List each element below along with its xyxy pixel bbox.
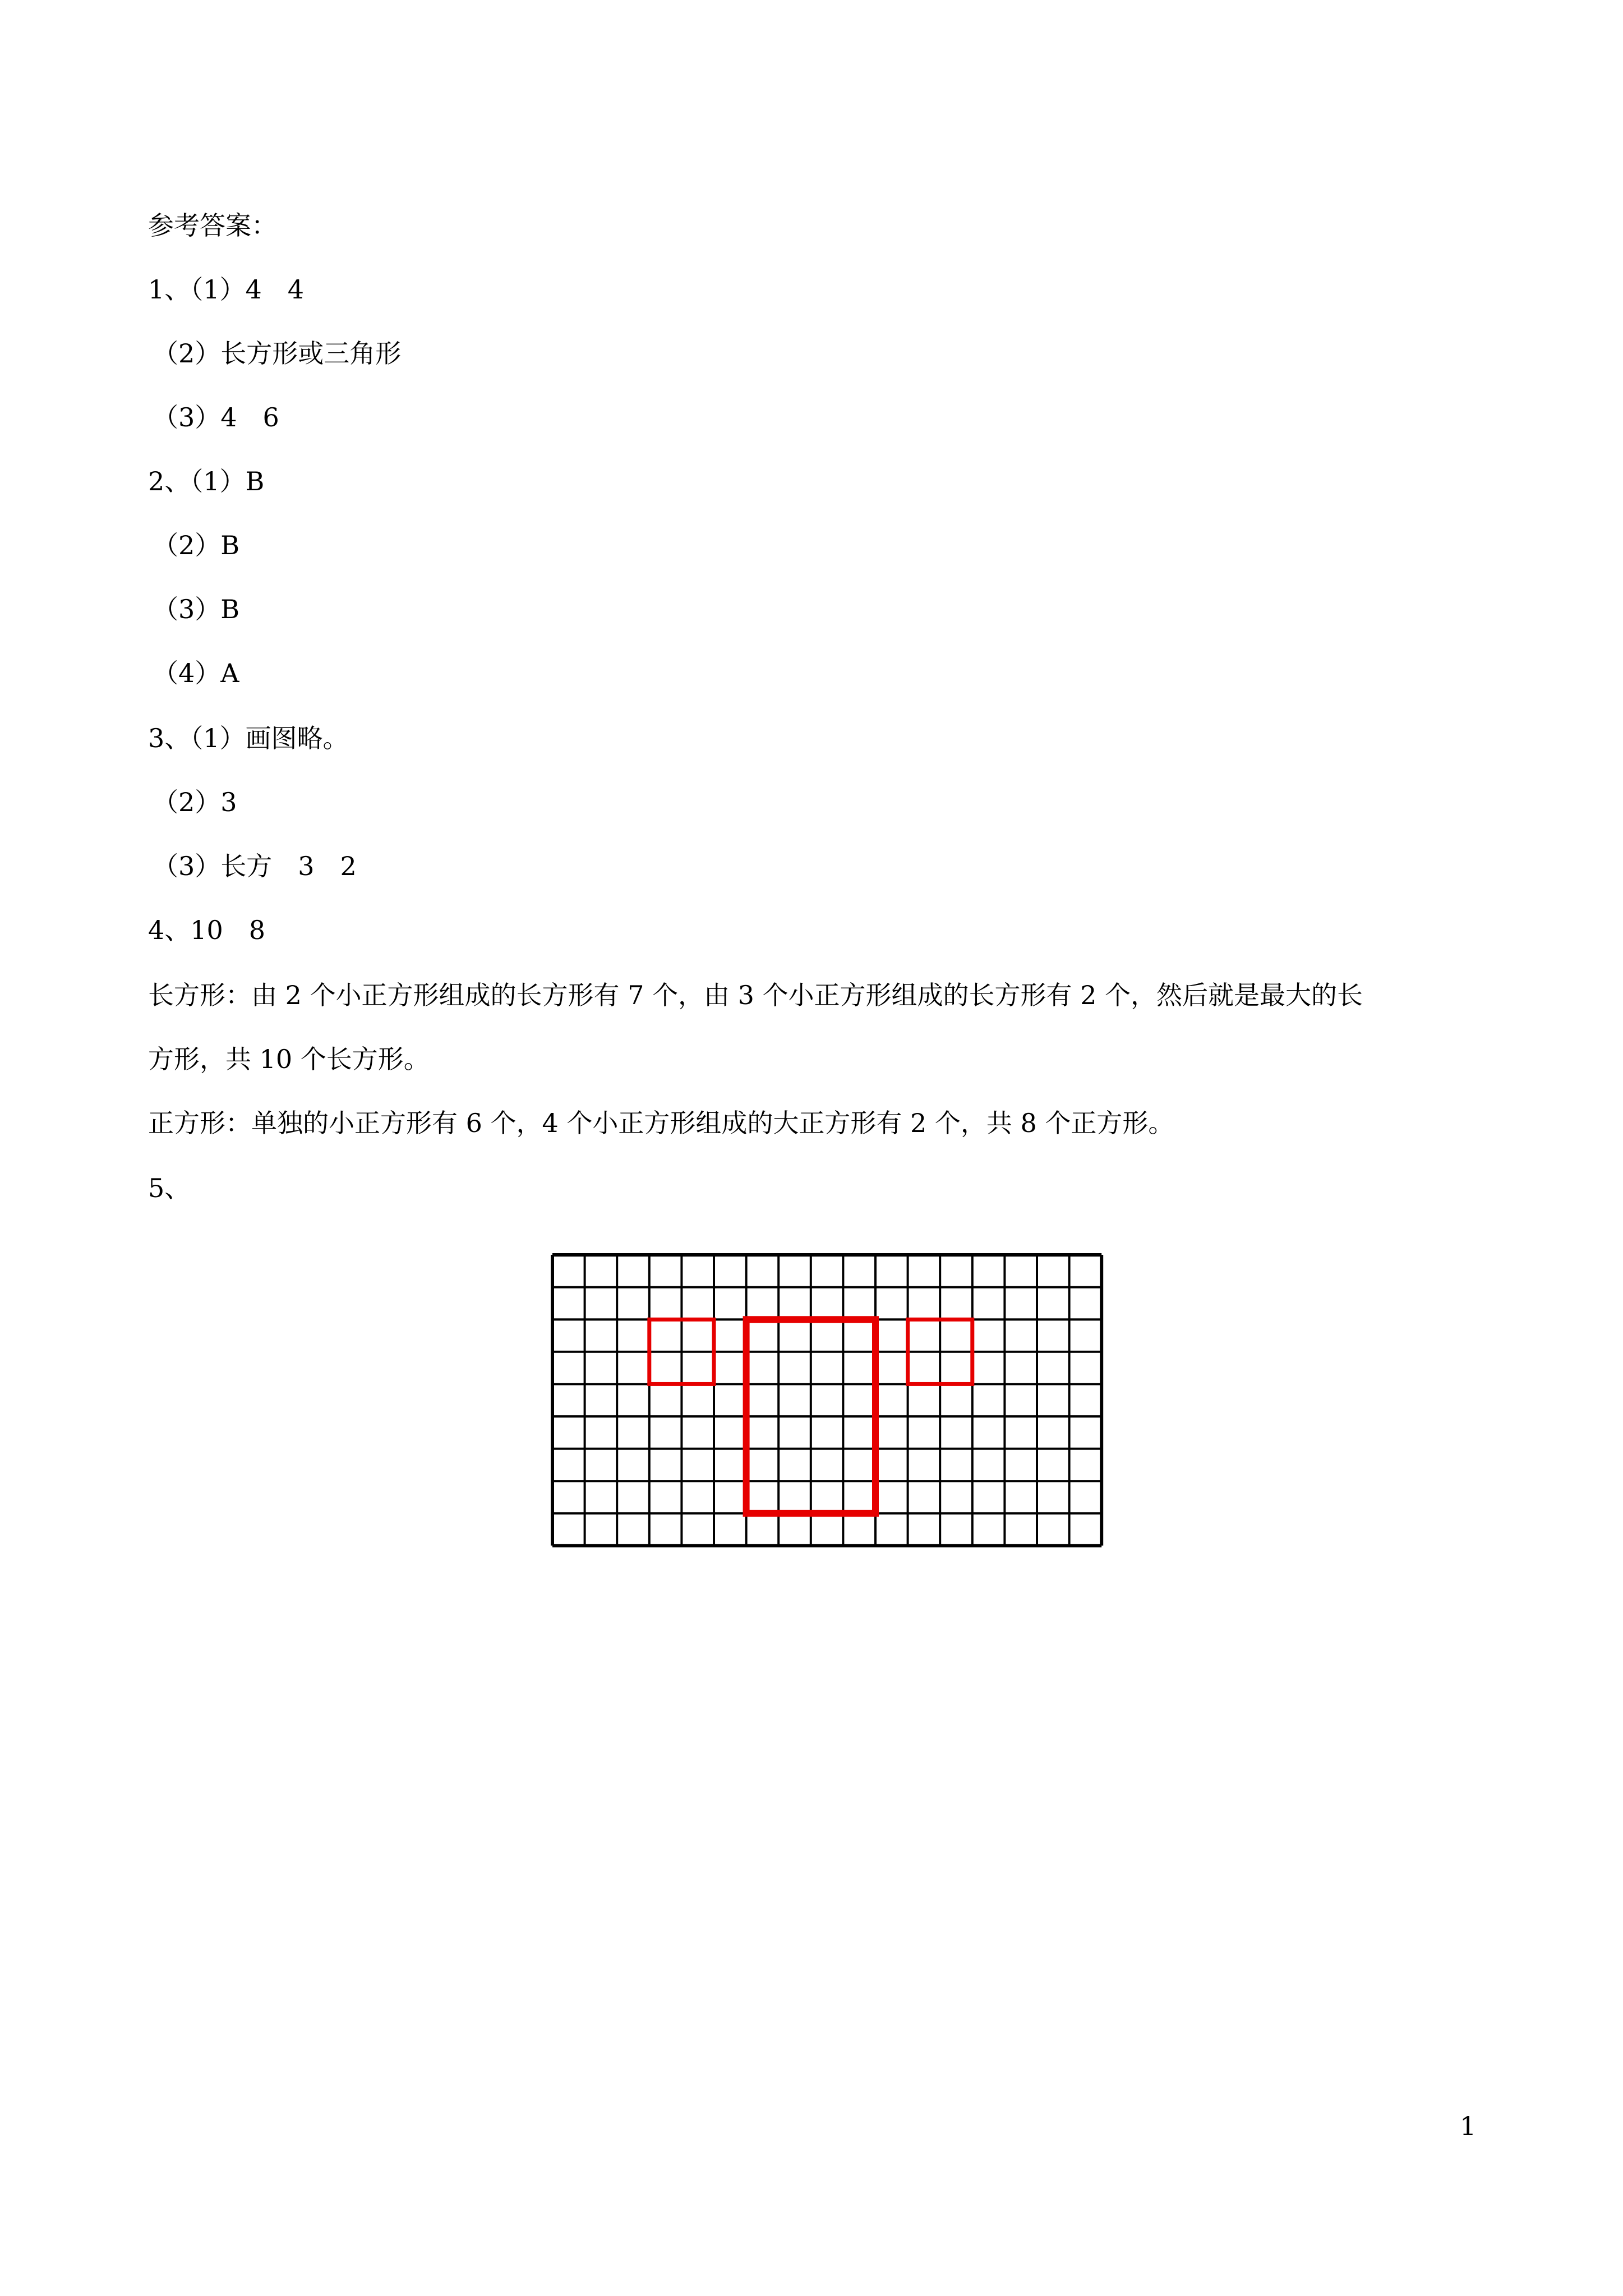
answer-line-9: （2）3 (153, 787, 237, 817)
answer-line-1: 1、（1）4 4 (148, 274, 305, 305)
answer-line-2: （2）长方形或三角形 (153, 338, 402, 369)
answer-line-5: （2）B (153, 530, 240, 560)
answer-line-8: 3、（1）画图略。 (148, 723, 349, 753)
answer-heading: 参考答案： (148, 210, 277, 241)
answer-line-6: （3）B (153, 594, 240, 624)
answer-line-15: 5、 (148, 1173, 191, 1203)
answer-line-10: （3）长方 3 2 (153, 851, 357, 881)
page-number: 1 (1460, 2111, 1477, 2141)
answer-line-11: 4、10 8 (148, 915, 266, 945)
answer-line-3: （3）4 6 (153, 402, 279, 432)
answer-line-14: 正方形：单独的小正方形有 6 个，4 个小正方形组成的大正方形有 2 个，共 8 个正方形。 (148, 1108, 1174, 1138)
answer-line-7: （4）A (153, 658, 239, 688)
answer-line-13: 方形，共 10 个长方形。 (148, 1044, 430, 1074)
answer-line-4: 2、（1）B (148, 466, 265, 496)
answer-line-12: 长方形：由 2 个小正方形组成的长方形有 7 个，由 3 个小正方形组成的长方形有 2 个，然后就是最大的长 (148, 980, 1363, 1010)
